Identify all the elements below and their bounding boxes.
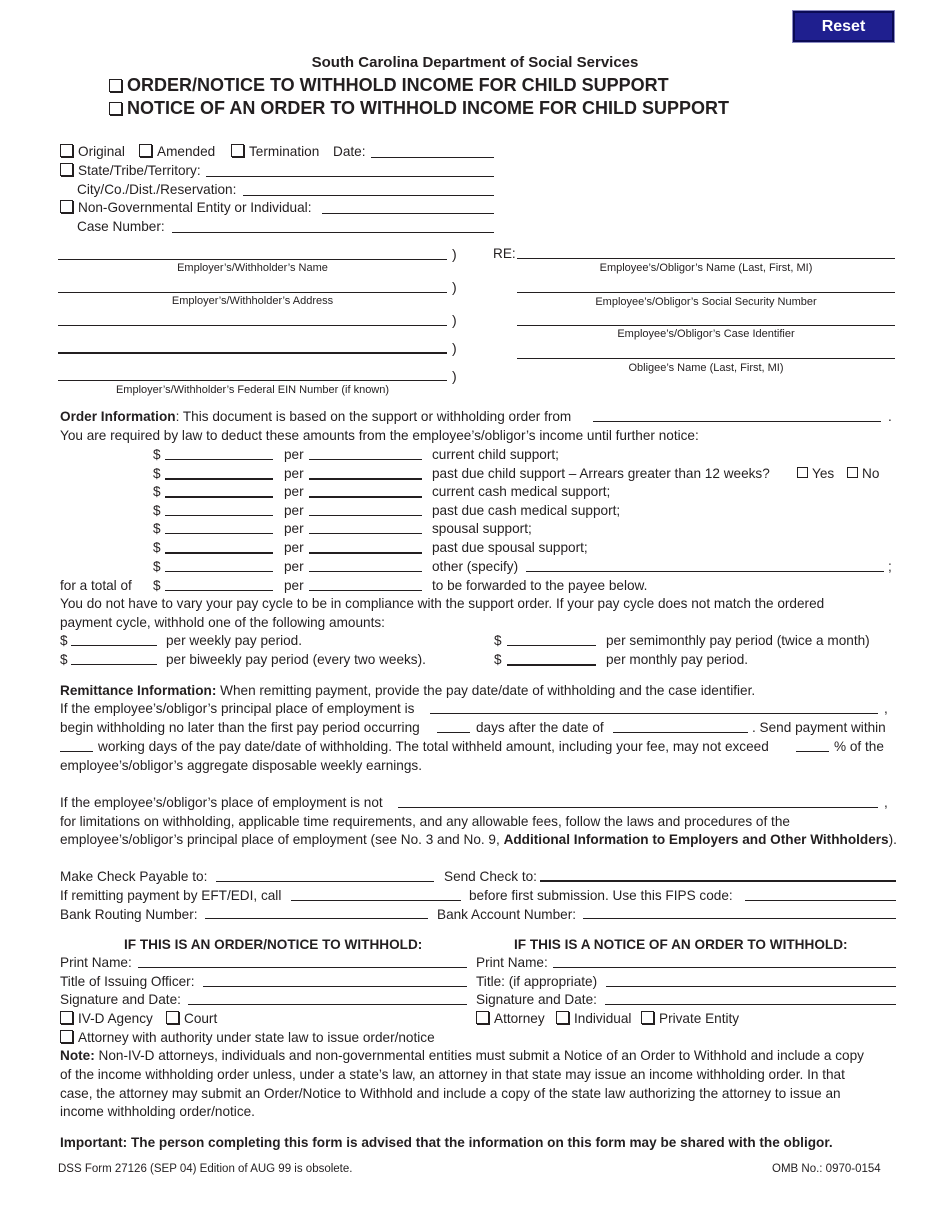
employer-ein-caption: Employer’s/Withholder’s Federal EIN Number (if known) bbox=[115, 384, 390, 396]
eft-label: If remitting payment by EFT/EDI, call bbox=[60, 888, 282, 903]
working-days-field[interactable] bbox=[60, 751, 93, 752]
right-print-name-field[interactable] bbox=[553, 967, 896, 968]
amended-label: Amended bbox=[157, 144, 216, 159]
period-field[interactable] bbox=[309, 459, 422, 460]
amount-field[interactable] bbox=[165, 459, 273, 460]
original-checkbox[interactable] bbox=[60, 144, 73, 157]
court-label: Court bbox=[184, 1011, 218, 1026]
title-notice-of-order bbox=[109, 98, 729, 118]
yes-label: Yes bbox=[812, 466, 835, 481]
state-option[interactable] bbox=[60, 163, 201, 179]
remit-line bbox=[60, 683, 755, 699]
period-field[interactable] bbox=[309, 571, 422, 572]
note-line-4: income withholding order/notice. bbox=[60, 1104, 255, 1119]
for-total-label: for a total of bbox=[60, 578, 132, 593]
order-notice-checkbox[interactable] bbox=[109, 79, 122, 92]
omb-number: OMB No.: 0970-0154 bbox=[772, 1163, 881, 1175]
begin-label: begin withholding no later than the first pay period occurring bbox=[60, 720, 420, 735]
note-line-1 bbox=[60, 1048, 864, 1064]
employee-case-field[interactable] bbox=[517, 325, 895, 326]
per-label: per bbox=[284, 447, 304, 462]
closing-label: ). bbox=[888, 832, 897, 847]
comma: , bbox=[884, 701, 888, 716]
attorney-state-label: Attorney with authority under state law to issue order/notice bbox=[78, 1030, 435, 1045]
amended-checkbox[interactable] bbox=[139, 144, 152, 157]
obligee-name-field[interactable] bbox=[517, 358, 895, 359]
amount-field[interactable] bbox=[165, 496, 273, 498]
percent-label: % of the bbox=[834, 739, 884, 754]
notice-of-order-heading: IF THIS IS A NOTICE OF AN ORDER TO WITHHOLD: bbox=[514, 937, 848, 952]
date-label: Date: bbox=[333, 144, 366, 159]
employee-name-field[interactable] bbox=[517, 258, 895, 259]
no-label: No bbox=[862, 466, 880, 481]
title-officer-field[interactable] bbox=[203, 986, 467, 987]
left-print-name-field[interactable] bbox=[138, 967, 467, 968]
note-line-2: of the income withholding order unless, under a state’s law, an attorney in that state may issue an income withholding order. In that bbox=[60, 1067, 845, 1082]
important-notice: Important: The person completing this form is advised that the information on this form may be shared with the obligor. bbox=[60, 1135, 833, 1150]
deduction-label: past due child support – Arrears greater than 12 weeks? bbox=[432, 466, 770, 481]
nongov-field[interactable] bbox=[322, 213, 494, 214]
period-field[interactable] bbox=[309, 478, 422, 480]
paren: ) bbox=[452, 279, 457, 295]
dollar: $ bbox=[494, 652, 502, 667]
check-payable-label: Make Check Payable to: bbox=[60, 869, 208, 884]
termination-option[interactable] bbox=[231, 144, 319, 160]
principal-label: If the employee’s/obligor’s principal place of employment is bbox=[60, 701, 415, 716]
individual-option[interactable] bbox=[556, 1011, 631, 1027]
date-field[interactable] bbox=[371, 157, 494, 158]
per-label: per bbox=[284, 578, 304, 593]
additional-info-label: Additional Information to Employers and Other Withholders bbox=[503, 832, 889, 847]
no-option[interactable] bbox=[847, 466, 879, 482]
weekly-label: per weekly pay period. bbox=[166, 633, 303, 648]
dollar: $ bbox=[60, 652, 68, 667]
semimonthly-amount-field[interactable] bbox=[507, 645, 596, 646]
per-label: per bbox=[284, 559, 304, 574]
dollar: $ bbox=[153, 559, 161, 574]
title-order-notice bbox=[109, 75, 669, 95]
title-appropriate-field[interactable] bbox=[606, 986, 896, 987]
send-check-label: Send Check to: bbox=[444, 869, 537, 884]
account-field[interactable] bbox=[583, 918, 896, 919]
semicolon: ; bbox=[888, 559, 892, 574]
monthly-label: per monthly pay period. bbox=[606, 652, 749, 667]
total-amount-field[interactable] bbox=[165, 590, 273, 591]
send-within-label: . Send payment within bbox=[752, 720, 886, 735]
required-text: You are required by law to deduct these amounts from the employee’s/obligor’s income until further notice: bbox=[60, 428, 699, 443]
principal-place-field[interactable] bbox=[430, 713, 878, 714]
nongov-checkbox[interactable] bbox=[60, 200, 73, 213]
right-sig-date-field[interactable] bbox=[605, 1004, 896, 1005]
amount-field[interactable] bbox=[165, 478, 273, 480]
amount-field[interactable] bbox=[165, 552, 273, 554]
employer-name-caption: Employer’s/Withholder’s Name bbox=[177, 262, 328, 274]
per-label: per bbox=[284, 503, 304, 518]
employer-address-field-3[interactable] bbox=[58, 352, 447, 354]
employee-case-caption: Employee’s/Obligor’s Case Identifier bbox=[617, 328, 795, 340]
pay-cycle-text-1: You do not have to vary your pay cycle to be in compliance with the support order. If your pay cycle does not match the ordered bbox=[60, 596, 825, 611]
ivd-checkbox[interactable] bbox=[60, 1011, 73, 1024]
private-entity-option[interactable] bbox=[641, 1011, 739, 1027]
paren: ) bbox=[452, 368, 457, 384]
days-after-label: days after the date of bbox=[476, 720, 604, 735]
aggregate-label: employee’s/obligor’s aggregate disposable weekly earnings. bbox=[60, 758, 422, 773]
employee-ssn-caption: Employee’s/Obligor’s Social Security Number bbox=[595, 296, 817, 308]
date-of-field[interactable] bbox=[613, 732, 748, 733]
state-label: State/Tribe/Territory: bbox=[78, 163, 201, 178]
print-name-label: Print Name: bbox=[60, 955, 132, 970]
note-text-1: Non-IV-D attorneys, individuals and non-governmental entities must submit a Notice of an Order to Withhold and include a copy bbox=[94, 1048, 864, 1063]
dollar: $ bbox=[153, 540, 161, 555]
weekly-amount-field[interactable] bbox=[71, 645, 157, 646]
original-option[interactable] bbox=[60, 144, 125, 160]
forwarded-label: to be forwarded to the payee below. bbox=[432, 578, 648, 593]
employer-address-caption: Employer’s/Withholder’s Address bbox=[171, 295, 334, 307]
monthly-amount-field[interactable] bbox=[507, 664, 596, 666]
order-from-field[interactable] bbox=[593, 421, 881, 422]
yes-option[interactable] bbox=[797, 466, 834, 482]
court-checkbox[interactable] bbox=[166, 1011, 179, 1024]
agency-name: South Carolina Department of Social Services bbox=[311, 54, 639, 71]
case-number-field[interactable] bbox=[172, 232, 494, 233]
deduction-label: current child support; bbox=[432, 447, 559, 462]
paren: ) bbox=[452, 312, 457, 328]
routing-label: Bank Routing Number: bbox=[60, 907, 198, 922]
account-label: Bank Account Number: bbox=[437, 907, 577, 922]
termination-label: Termination bbox=[249, 144, 320, 159]
dollar: $ bbox=[153, 447, 161, 462]
order-info-heading: Order Information bbox=[60, 409, 176, 424]
days-field[interactable] bbox=[437, 732, 470, 733]
title-appropriate-label: Title: (if appropriate) bbox=[476, 974, 598, 989]
amount-field[interactable] bbox=[165, 515, 273, 516]
attorney-option[interactable] bbox=[476, 1011, 545, 1027]
sig-date-label: Signature and Date: bbox=[476, 992, 597, 1007]
percent-field[interactable] bbox=[796, 751, 829, 752]
city-label: City/Co./Dist./Reservation: bbox=[77, 182, 237, 197]
private-entity-checkbox[interactable] bbox=[641, 1011, 654, 1024]
case-number-label: Case Number: bbox=[77, 219, 165, 234]
employer-name-field[interactable] bbox=[58, 259, 447, 260]
before-first-label: before first submission. Use this FIPS code: bbox=[469, 888, 733, 903]
sig-date-label: Signature and Date: bbox=[60, 992, 181, 1007]
attorney-label: Attorney bbox=[494, 1011, 545, 1026]
reset-button[interactable]: Reset bbox=[793, 11, 894, 42]
per-label: per bbox=[284, 521, 304, 536]
amount-field[interactable] bbox=[165, 533, 273, 534]
title-notice-of-order-label: NOTICE OF AN ORDER TO WITHHOLD INCOME FOR CHILD SUPPORT bbox=[127, 98, 729, 118]
dollar: $ bbox=[153, 484, 161, 499]
remit-intro: When remitting payment, provide the pay date/date of withholding and the case identifier. bbox=[216, 683, 756, 698]
fips-code-field[interactable] bbox=[745, 900, 896, 901]
deduction-label: other (specify) bbox=[432, 559, 519, 574]
other-specify-field[interactable] bbox=[526, 571, 884, 572]
note-label: Note: bbox=[60, 1048, 95, 1063]
routing-field[interactable] bbox=[205, 918, 428, 919]
deduction-label: spousal support; bbox=[432, 521, 532, 536]
order-info-line bbox=[60, 409, 571, 425]
period-field[interactable] bbox=[309, 552, 422, 554]
send-check-field[interactable] bbox=[540, 880, 896, 882]
per-label: per bbox=[284, 466, 304, 481]
not-place-field[interactable] bbox=[398, 807, 878, 808]
dollar: $ bbox=[60, 633, 68, 648]
notice-of-order-checkbox[interactable] bbox=[109, 102, 122, 115]
remit-heading: Remittance Information: bbox=[60, 683, 217, 698]
no-checkbox[interactable] bbox=[847, 467, 858, 478]
order-info-intro: : This document is based on the support or withholding order from bbox=[175, 409, 572, 424]
title-order-notice-label: ORDER/NOTICE TO WITHHOLD INCOME FOR CHILD SUPPORT bbox=[127, 75, 669, 95]
attorney-checkbox[interactable] bbox=[476, 1011, 489, 1024]
period-field[interactable] bbox=[309, 533, 422, 534]
limitations-text: for limitations on withholding, applicable time requirements, and any allowable fees, follow the laws and procedures of the bbox=[60, 814, 790, 829]
comma: , bbox=[884, 795, 888, 810]
pay-cycle-text-2: payment cycle, withhold one of the following amounts: bbox=[60, 615, 385, 630]
ivd-label: IV-D Agency bbox=[78, 1011, 153, 1026]
yes-checkbox[interactable] bbox=[797, 467, 808, 478]
order-notice-heading: IF THIS IS AN ORDER/NOTICE TO WITHHOLD: bbox=[124, 937, 423, 952]
amount-field[interactable] bbox=[165, 571, 273, 572]
biweekly-amount-field[interactable] bbox=[71, 664, 157, 665]
court-option[interactable] bbox=[166, 1011, 217, 1027]
ivd-option[interactable] bbox=[60, 1011, 153, 1027]
principal-place-label: employee’s/obligor’s principal place of employment (see No. 3 and No. 9, bbox=[60, 832, 504, 847]
attorney-state-checkbox[interactable] bbox=[60, 1030, 73, 1043]
period: . bbox=[888, 409, 892, 424]
dollar: $ bbox=[153, 521, 161, 536]
city-field[interactable] bbox=[243, 195, 494, 196]
period-field[interactable] bbox=[309, 496, 422, 498]
title-officer-label: Title of Issuing Officer: bbox=[60, 974, 195, 989]
obligee-name-caption: Obligee’s Name (Last, First, MI) bbox=[628, 362, 784, 374]
amended-option[interactable] bbox=[139, 144, 215, 160]
deduction-label: current cash medical support; bbox=[432, 484, 611, 499]
period-field[interactable] bbox=[309, 515, 422, 516]
semimonthly-label: per semimonthly pay period (twice a month) bbox=[606, 633, 870, 648]
eft-phone-field[interactable] bbox=[291, 900, 461, 901]
print-name-label: Print Name: bbox=[476, 955, 548, 970]
paren: ) bbox=[452, 340, 457, 356]
individual-label: Individual bbox=[574, 1011, 632, 1026]
employee-ssn-field[interactable] bbox=[517, 292, 895, 293]
dollar: $ bbox=[153, 503, 161, 518]
employer-address-field-2[interactable] bbox=[58, 325, 447, 326]
private-entity-label: Private Entity bbox=[659, 1011, 740, 1026]
principal-place-text bbox=[60, 832, 897, 848]
state-checkbox[interactable] bbox=[60, 163, 73, 176]
biweekly-label: per biweekly pay period (every two weeks). bbox=[166, 652, 426, 667]
nongov-option[interactable] bbox=[60, 200, 311, 216]
deduction-label: past due cash medical support; bbox=[432, 503, 621, 518]
per-label: per bbox=[284, 540, 304, 555]
check-payable-field[interactable] bbox=[216, 881, 434, 882]
employer-ein-field[interactable] bbox=[58, 380, 447, 381]
left-sig-date-field[interactable] bbox=[188, 1004, 467, 1005]
termination-checkbox[interactable] bbox=[231, 144, 244, 157]
individual-checkbox[interactable] bbox=[556, 1011, 569, 1024]
total-period-field[interactable] bbox=[309, 590, 422, 591]
dollar: $ bbox=[153, 578, 161, 593]
not-place-label: If the employee’s/obligor’s place of employment is not bbox=[60, 795, 383, 810]
dollar: $ bbox=[153, 466, 161, 481]
employee-name-caption: Employee’s/Obligor’s Name (Last, First, MI) bbox=[599, 262, 813, 274]
attorney-state-option[interactable] bbox=[60, 1030, 435, 1046]
nongov-label: Non-Governmental Entity or Individual: bbox=[78, 200, 312, 215]
working-days-label: working days of the pay date/date of withholding. The total withheld amount, including your fee, may not exceed bbox=[98, 739, 769, 754]
paren: ) bbox=[452, 246, 457, 262]
employer-address-field[interactable] bbox=[58, 292, 447, 293]
original-label: Original bbox=[78, 144, 125, 159]
per-label: per bbox=[284, 484, 304, 499]
dollar: $ bbox=[494, 633, 502, 648]
re-label: RE: bbox=[493, 246, 516, 261]
deduction-label: past due spousal support; bbox=[432, 540, 588, 555]
note-line-3: case, the attorney may submit an Order/Notice to Withhold and include a copy of the state law authorizing the attorney to issue an bbox=[60, 1086, 841, 1101]
state-field[interactable] bbox=[206, 176, 494, 177]
form-number: DSS Form 27126 (SEP 04) Edition of AUG 99 is obsolete. bbox=[58, 1163, 353, 1175]
